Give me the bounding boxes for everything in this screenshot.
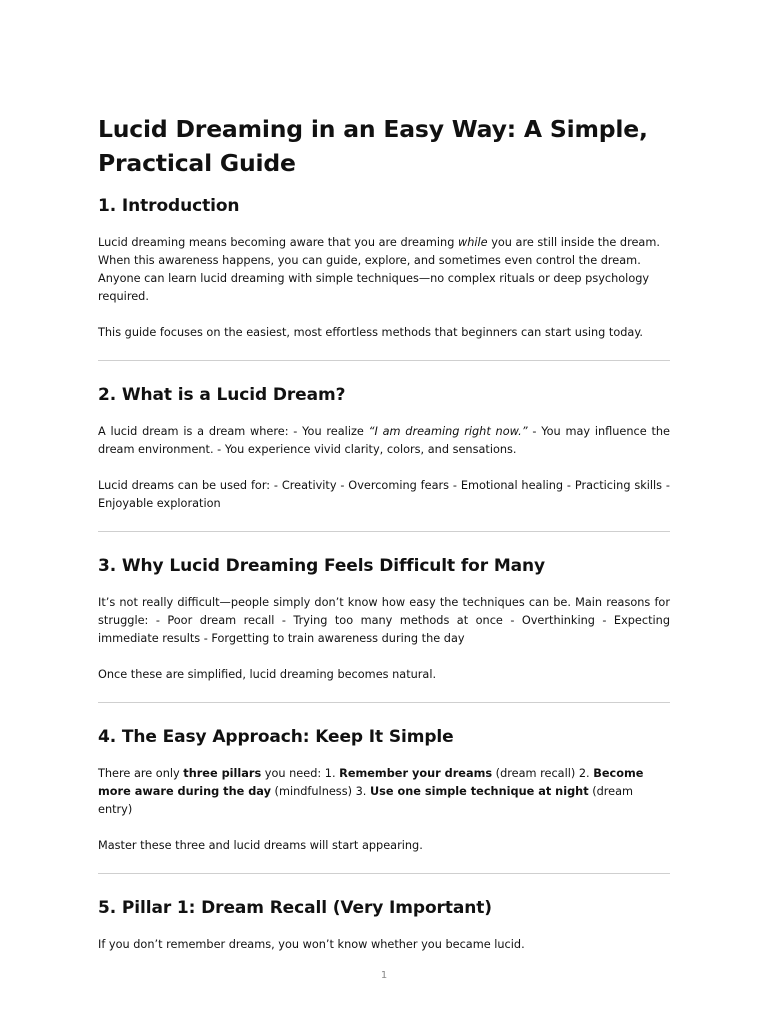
introduction-paragraph-1 (98, 234, 670, 306)
section-heading-dream-recall: 5. Pillar 1: Dream Recall (Very Important) (98, 898, 492, 918)
text-run: A lucid dream is a dream where: - You realize (98, 425, 369, 438)
section-divider (98, 873, 670, 874)
section-divider (98, 531, 670, 532)
text-run: (mindfulness) 3. (270, 785, 370, 798)
section-heading-what-is-lucid-dream: 2. What is a Lucid Dream? (98, 385, 346, 405)
section-heading-introduction: 1. Introduction (98, 196, 240, 216)
section-divider (98, 702, 670, 703)
easy-approach-paragraph-1 (98, 765, 670, 819)
emphasis-text: while (457, 236, 488, 249)
section-heading-why-difficult: 3. Why Lucid Dreaming Feels Difficult for Many (98, 556, 546, 576)
bold-text: Remember your dreams (339, 767, 493, 780)
introduction-paragraph-2: This guide focuses on the easiest, most effortless methods that beginners can start using today. (98, 326, 644, 339)
text-run: There are only (98, 767, 184, 780)
text-run: you need: 1. (261, 767, 340, 780)
bold-text: three pillars (183, 767, 262, 780)
bold-text: Become more aware during the day (98, 767, 644, 798)
page-number: 1 (380, 970, 388, 981)
section-divider (98, 360, 670, 361)
document-page (98, 112, 670, 972)
document-title: Lucid Dreaming in an Easy Way: A Simple, Practical Guide (98, 115, 648, 177)
easy-approach-paragraph-2: Master these three and lucid dreams will start appearing. (98, 839, 423, 852)
section-heading-easy-approach: 4. The Easy Approach: Keep It Simple (98, 727, 454, 747)
text-run: (dream entry) (98, 785, 634, 816)
why-difficult-paragraph-2: Once these are simplified, lucid dreaming becomes natural. (98, 668, 437, 681)
emphasis-text: “I am dreaming right now.” (368, 425, 528, 438)
text-run: you are still inside the dream. When this awareness happens, you can guide, explore, and sometimes even control the dream. Anyone can learn lucid dreaming with simple techniques—no complex rituals or deep psychology required. (98, 236, 660, 303)
what-is-paragraph-2: Lucid dreams can be used for: - Creativity - Overcoming fears - Emotional healing - Practicing skills - Enjoyable exploration (98, 479, 670, 510)
text-run: (dream recall) 2. (492, 767, 594, 780)
bold-text: Use one simple technique at night (369, 785, 589, 798)
what-is-paragraph-1 (98, 423, 670, 459)
text-run: - You may influence the dream environment. - You experience vivid clarity, colors, and sensations. (98, 425, 670, 456)
why-difficult-paragraph-1: It’s not really difficult—people simply don’t know how easy the techniques can be. Main reasons for struggle: - Poor dream recall - Trying too many methods at once - Overthinking - Expecting immediate results - Forgetting to train awareness during the day (98, 596, 670, 645)
text-run: Lucid dreaming means becoming aware that you are dreaming (98, 236, 458, 249)
dream-recall-paragraph-1: If you don’t remember dreams, you won’t know whether you became lucid. (98, 938, 525, 951)
